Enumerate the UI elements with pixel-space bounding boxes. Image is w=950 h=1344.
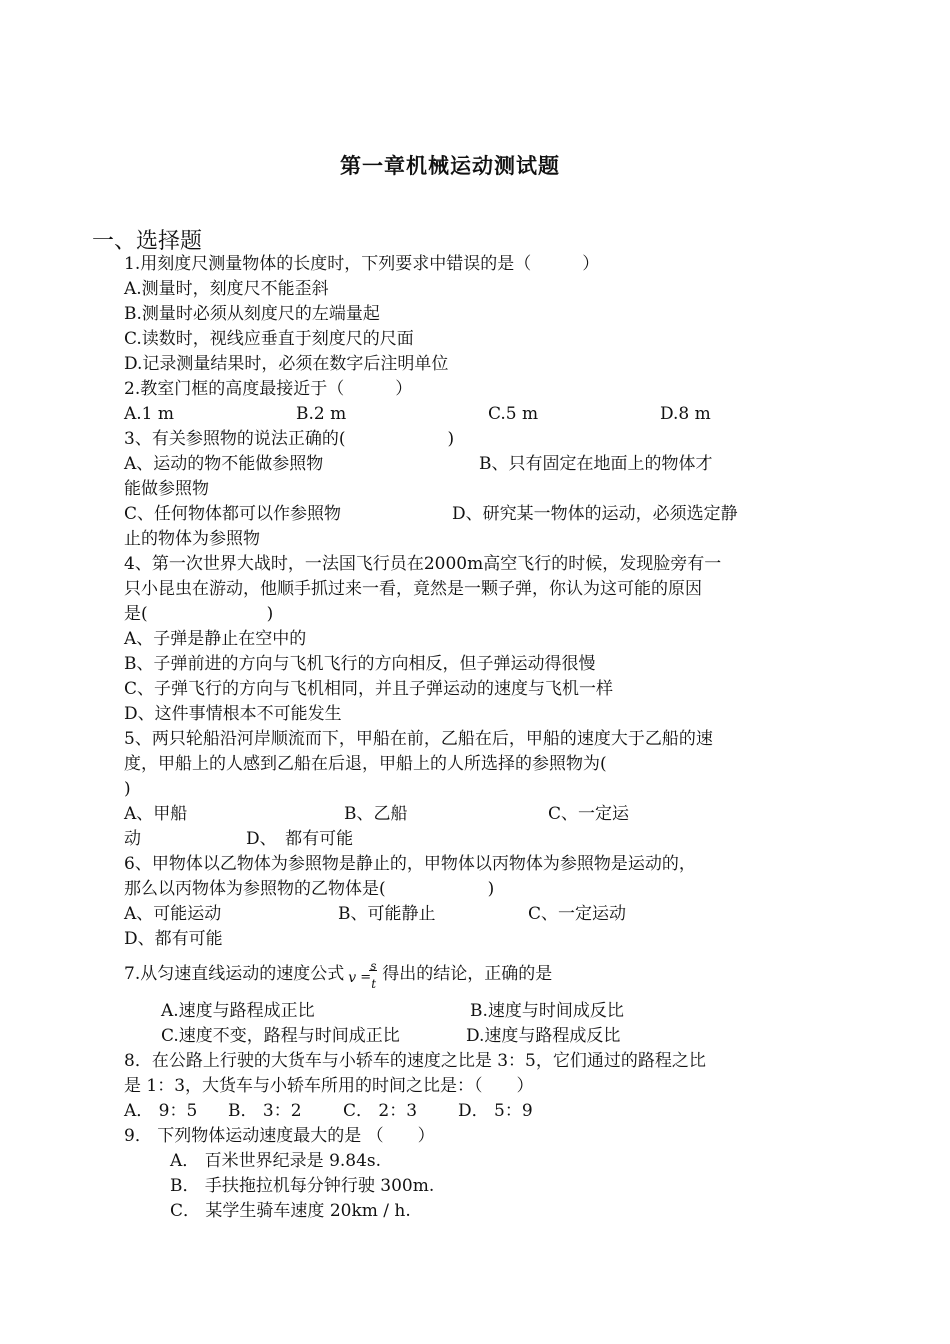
question-9-stem: 9． 下列物体运动速度最大的是 （ ） bbox=[124, 1126, 435, 1146]
question-4-stem-line3: 是( ) bbox=[124, 604, 274, 624]
question-9-option-c: C． 某学生骑车速度 20km / h. bbox=[170, 1201, 411, 1221]
question-7-stem bbox=[124, 959, 553, 991]
question-6-stem-line1: 6、甲物体以乙物体为参照物是静止的，甲物体以丙物体为参照物是运动的， bbox=[124, 854, 696, 874]
question-7-option-d: D.速度与路程成反比 bbox=[466, 1026, 621, 1046]
question-5-stem-line2: 度，甲船上的人感到乙船在后退，甲船上的人所选择的参照物为( bbox=[124, 754, 607, 774]
question-2-option-d: D.8 m bbox=[660, 404, 711, 424]
question-7-option-b: B.速度与时间成反比 bbox=[470, 1001, 624, 1021]
question-6-option-a: A、可能运动 bbox=[124, 904, 222, 924]
question-3-option-d: D、研究某一物体的运动，必须选定静 bbox=[452, 504, 738, 524]
question-8-stem-line2: 是 1：3，大货车与小轿车所用的时间之比是：（ ） bbox=[124, 1076, 534, 1096]
question-6-option-b: B、可能静止 bbox=[338, 904, 436, 924]
question-5-option-a: A、甲船 bbox=[124, 804, 188, 824]
question-2-option-b: B.2 m bbox=[296, 404, 347, 424]
question-7-stem-pre: 7.从匀速直线运动的速度公式 bbox=[124, 964, 345, 984]
question-6-option-d: D、都有可能 bbox=[124, 929, 223, 949]
page-title: 第一章机械运动测试题 bbox=[340, 154, 560, 178]
section-heading: 一、选择题 bbox=[92, 229, 203, 254]
question-7-option-c: C.速度不变，路程与时间成正比 bbox=[161, 1026, 400, 1046]
question-1-stem: 1.用刻度尺测量物体的长度时，下列要求中错误的是（ ） bbox=[124, 254, 600, 274]
question-2-option-c: C.5 m bbox=[488, 404, 539, 424]
formula-numerator: s bbox=[370, 959, 377, 973]
question-3-option-a: A、运动的物不能做参照物 bbox=[124, 454, 324, 474]
question-5-option-d: D、 都有可能 bbox=[246, 829, 354, 849]
speed-formula bbox=[348, 959, 378, 991]
question-8-option-b: B． 3：2 bbox=[228, 1101, 302, 1121]
question-1-option-a: A.测量时，刻度尺不能歪斜 bbox=[124, 279, 329, 299]
question-4-stem-line1: 4、第一次世界大战时，一法国飞行员在2000m高空飞行的时候，发现脸旁有一 bbox=[124, 554, 722, 574]
question-3-option-c: C、任何物体都可以作参照物 bbox=[124, 504, 342, 524]
question-4-option-c: C、子弹飞行的方向与飞机相同，并且子弹运动的速度与飞机一样 bbox=[124, 679, 614, 699]
formula-equals: = bbox=[360, 970, 372, 985]
question-1-option-c: C.读数时，视线应垂直于刻度尺的尺面 bbox=[124, 329, 414, 349]
question-8-stem-line1: 8．在公路上行驶的大货车与小轿车的速度之比是 3：5，它们通过的路程之比 bbox=[124, 1051, 706, 1071]
formula-v: v bbox=[348, 970, 357, 986]
formula-denominator: t bbox=[371, 977, 377, 991]
question-4-option-b: B、子弹前进的方向与飞机飞行的方向相反，但子弹运动得很慢 bbox=[124, 654, 596, 674]
question-9-option-b: B． 手扶拖拉机每分钟行驶 300m. bbox=[170, 1176, 435, 1196]
question-3-option-d-cont: 止的物体为参照物 bbox=[124, 529, 260, 549]
question-8-option-d: D． 5：9 bbox=[458, 1101, 533, 1121]
question-5-option-c: C、一定运 bbox=[548, 804, 630, 824]
question-5-stem-line1: 5、两只轮船沿河岸顺流而下，甲船在前，乙船在后，甲船的速度大于乙船的速 bbox=[124, 729, 713, 749]
question-3-option-b-cont: 能做参照物 bbox=[124, 479, 209, 499]
question-2-stem: 2.教室门框的高度最接近于（ ） bbox=[124, 379, 413, 399]
question-5-stem-line3: ) bbox=[124, 779, 131, 799]
question-3-stem: 3、有关参照物的说法正确的( ) bbox=[124, 429, 455, 449]
question-1-option-b: B.测量时必须从刻度尺的左端量起 bbox=[124, 304, 380, 324]
question-1-option-d: D.记录测量结果时，必须在数字后注明单位 bbox=[124, 354, 449, 374]
question-7-option-a: A.速度与路程成正比 bbox=[161, 1001, 315, 1021]
question-3-option-b: B、只有固定在地面上的物体才 bbox=[479, 454, 713, 474]
question-6-stem-line2: 那么以丙物体为参照物的乙物体是( ) bbox=[124, 879, 495, 899]
formula-fraction-bar bbox=[369, 970, 377, 971]
question-8-option-a: A． 9：5 bbox=[124, 1101, 198, 1121]
question-4-option-d: D、这件事情根本不可能发生 bbox=[124, 704, 342, 724]
question-5-option-b: B、乙船 bbox=[344, 804, 408, 824]
question-6-option-c: C、一定运动 bbox=[528, 904, 627, 924]
question-7-stem-post: 得出的结论，正确的是 bbox=[382, 964, 553, 984]
question-9-option-a: A． 百米世界纪录是 9.84s. bbox=[170, 1151, 382, 1171]
question-8-option-c: C． 2：3 bbox=[343, 1101, 418, 1121]
question-2-option-a: A.1 m bbox=[124, 404, 175, 424]
question-4-option-a: A、子弹是静止在空中的 bbox=[124, 629, 307, 649]
question-5-option-c-cont: 动 bbox=[124, 829, 141, 849]
question-4-stem-line2: 只小昆虫在游动，他顺手抓过来一看，竟然是一颗子弹，你认为这可能的原因 bbox=[124, 579, 702, 599]
